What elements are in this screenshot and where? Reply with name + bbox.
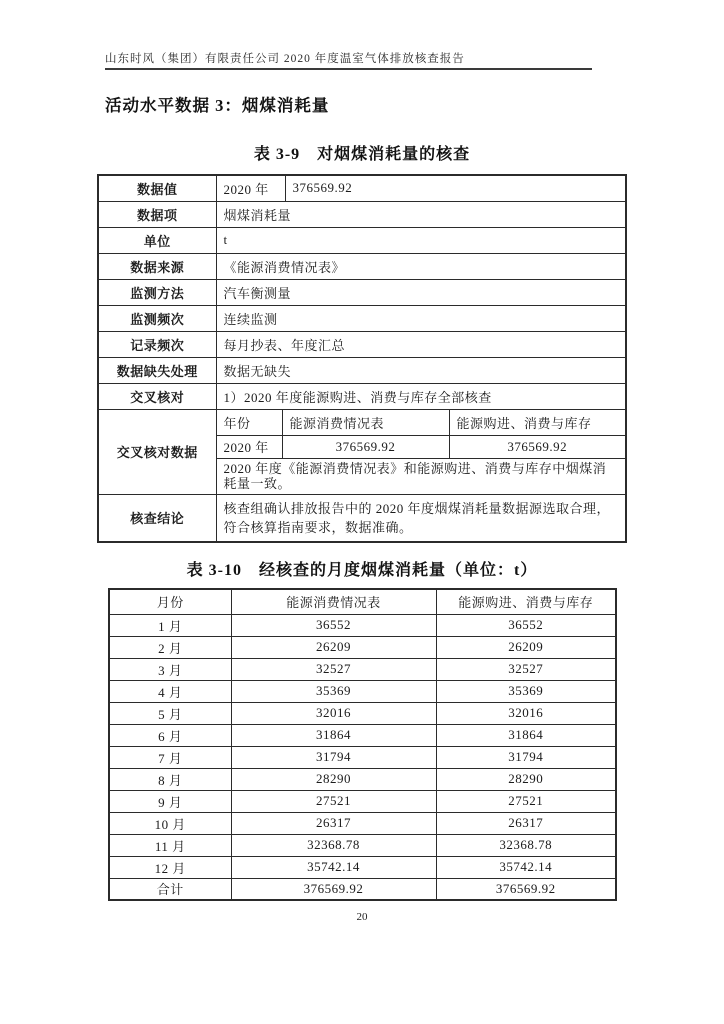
table-3-10-caption: 表 3-10 经核查的月度烟煤消耗量（单位：t） bbox=[186, 562, 538, 579]
value-cell: 32368.78 bbox=[436, 834, 616, 856]
month-cell: 6 月 bbox=[109, 724, 231, 746]
value-cell: 32527 bbox=[436, 658, 616, 680]
table-row bbox=[98, 357, 626, 383]
total-row bbox=[109, 878, 616, 900]
cross-check-header-row bbox=[98, 409, 626, 435]
row-value: 每月抄表、年度汇总 bbox=[216, 331, 626, 357]
value-cell: 28290 bbox=[231, 768, 436, 790]
table-row bbox=[109, 812, 616, 834]
table-row bbox=[109, 724, 616, 746]
table-row bbox=[98, 305, 626, 331]
value-cell: 32016 bbox=[436, 702, 616, 724]
row-value: t bbox=[216, 227, 626, 253]
row-label: 数据来源 bbox=[98, 253, 216, 279]
row-label: 记录频次 bbox=[98, 331, 216, 357]
table-row bbox=[98, 279, 626, 305]
row-value: 连续监测 bbox=[216, 305, 626, 331]
table-3-10 bbox=[108, 588, 617, 901]
month-cell: 1 月 bbox=[109, 614, 231, 636]
table-row bbox=[109, 702, 616, 724]
col-header-source1: 能源消费情况表 bbox=[231, 589, 436, 614]
conclusion-text: 核查组确认排放报告中的 2020 年度烟煤消耗量数据源选取合理，符合核算指南要求，数据准确。 bbox=[216, 494, 626, 542]
month-cell: 4 月 bbox=[109, 680, 231, 702]
value-cell: 32368.78 bbox=[231, 834, 436, 856]
row-value: 1）2020 年度能源购进、消费与库存全部核查 bbox=[216, 383, 626, 409]
month-table-header-row bbox=[109, 589, 616, 614]
row-label: 单位 bbox=[98, 227, 216, 253]
page-number: 20 bbox=[356, 911, 368, 923]
total-label-cell: 合计 bbox=[109, 878, 231, 900]
value-cell: 31864 bbox=[231, 724, 436, 746]
month-cell: 11 月 bbox=[109, 834, 231, 856]
value-cell: 31864 bbox=[436, 724, 616, 746]
table-row bbox=[98, 383, 626, 409]
month-cell: 7 月 bbox=[109, 746, 231, 768]
value-cell: 35369 bbox=[231, 680, 436, 702]
table-row bbox=[98, 253, 626, 279]
total-value-cell: 376569.92 bbox=[436, 878, 616, 900]
row-value: 汽车衡测量 bbox=[216, 279, 626, 305]
cross-col-source2: 能源购进、消费与库存 bbox=[449, 409, 626, 435]
cross-col-year: 年份 bbox=[216, 409, 282, 435]
cross-data-year: 2020 年 bbox=[216, 435, 282, 458]
value-cell: 32527 bbox=[231, 658, 436, 680]
month-cell: 5 月 bbox=[109, 702, 231, 724]
table-row bbox=[98, 227, 626, 253]
table-3-9 bbox=[97, 174, 627, 543]
table-row bbox=[109, 768, 616, 790]
table-row bbox=[109, 856, 616, 878]
row-label: 核查结论 bbox=[98, 494, 216, 542]
row-value: 数据无缺失 bbox=[216, 357, 626, 383]
header-rule bbox=[105, 68, 592, 70]
value-cell: 26317 bbox=[436, 812, 616, 834]
row-label: 数据缺失处理 bbox=[98, 357, 216, 383]
table-row bbox=[98, 201, 626, 227]
month-cell: 2 月 bbox=[109, 636, 231, 658]
row-label: 数据项 bbox=[98, 201, 216, 227]
row-label: 数据值 bbox=[98, 175, 216, 201]
table-row bbox=[109, 746, 616, 768]
row-label: 交叉核对数据 bbox=[98, 409, 216, 494]
value-cell: 35742.14 bbox=[436, 856, 616, 878]
row-label: 监测频次 bbox=[98, 305, 216, 331]
value-cell: 36552 bbox=[231, 614, 436, 636]
value-cell: 26209 bbox=[231, 636, 436, 658]
value-cell: 27521 bbox=[436, 790, 616, 812]
row-label: 交叉核对 bbox=[98, 383, 216, 409]
month-cell: 12 月 bbox=[109, 856, 231, 878]
value-cell: 32016 bbox=[231, 702, 436, 724]
row-value: 《能源消费情况表》 bbox=[216, 253, 626, 279]
value-cell: 31794 bbox=[231, 746, 436, 768]
value-cell: 36552 bbox=[436, 614, 616, 636]
cross-check-note: 2020 年度《能源消费情况表》和能源购进、消费与库存中烟煤消耗量一致。 bbox=[216, 458, 626, 494]
col-header-source2: 能源购进、消费与库存 bbox=[436, 589, 616, 614]
value-cell: 26209 bbox=[436, 636, 616, 658]
value-cell: 35742.14 bbox=[231, 856, 436, 878]
conclusion-row bbox=[98, 494, 626, 542]
table-row bbox=[98, 175, 626, 201]
month-cell: 3 月 bbox=[109, 658, 231, 680]
month-cell: 10 月 bbox=[109, 812, 231, 834]
month-cell: 9 月 bbox=[109, 790, 231, 812]
report-header-title: 山东时风（集团）有限责任公司 2020 年度温室气体排放核查报告 bbox=[105, 53, 465, 65]
total-value-cell: 376569.92 bbox=[231, 878, 436, 900]
value-cell: 31794 bbox=[436, 746, 616, 768]
table-row bbox=[98, 331, 626, 357]
cross-col-source1: 能源消费情况表 bbox=[282, 409, 449, 435]
table-row bbox=[109, 790, 616, 812]
value-cell: 35369 bbox=[436, 680, 616, 702]
value-cell: 28290 bbox=[436, 768, 616, 790]
value-cell: 26317 bbox=[231, 812, 436, 834]
col-header-month: 月份 bbox=[109, 589, 231, 614]
row-label: 监测方法 bbox=[98, 279, 216, 305]
table-row bbox=[109, 658, 616, 680]
table-row bbox=[109, 834, 616, 856]
month-cell: 8 月 bbox=[109, 768, 231, 790]
cross-data-value1: 376569.92 bbox=[282, 435, 449, 458]
section-heading: 活动水平数据 3：烟煤消耗量 bbox=[105, 96, 330, 115]
table-row bbox=[109, 636, 616, 658]
table-row bbox=[109, 680, 616, 702]
data-year-cell: 2020 年 bbox=[216, 175, 285, 201]
table-3-9-caption: 表 3-9 对烟煤消耗量的核查 bbox=[253, 146, 471, 163]
cross-data-value2: 376569.92 bbox=[449, 435, 626, 458]
data-value-cell: 376569.92 bbox=[285, 175, 626, 201]
table-row bbox=[109, 614, 616, 636]
row-value: 烟煤消耗量 bbox=[216, 201, 626, 227]
value-cell: 27521 bbox=[231, 790, 436, 812]
